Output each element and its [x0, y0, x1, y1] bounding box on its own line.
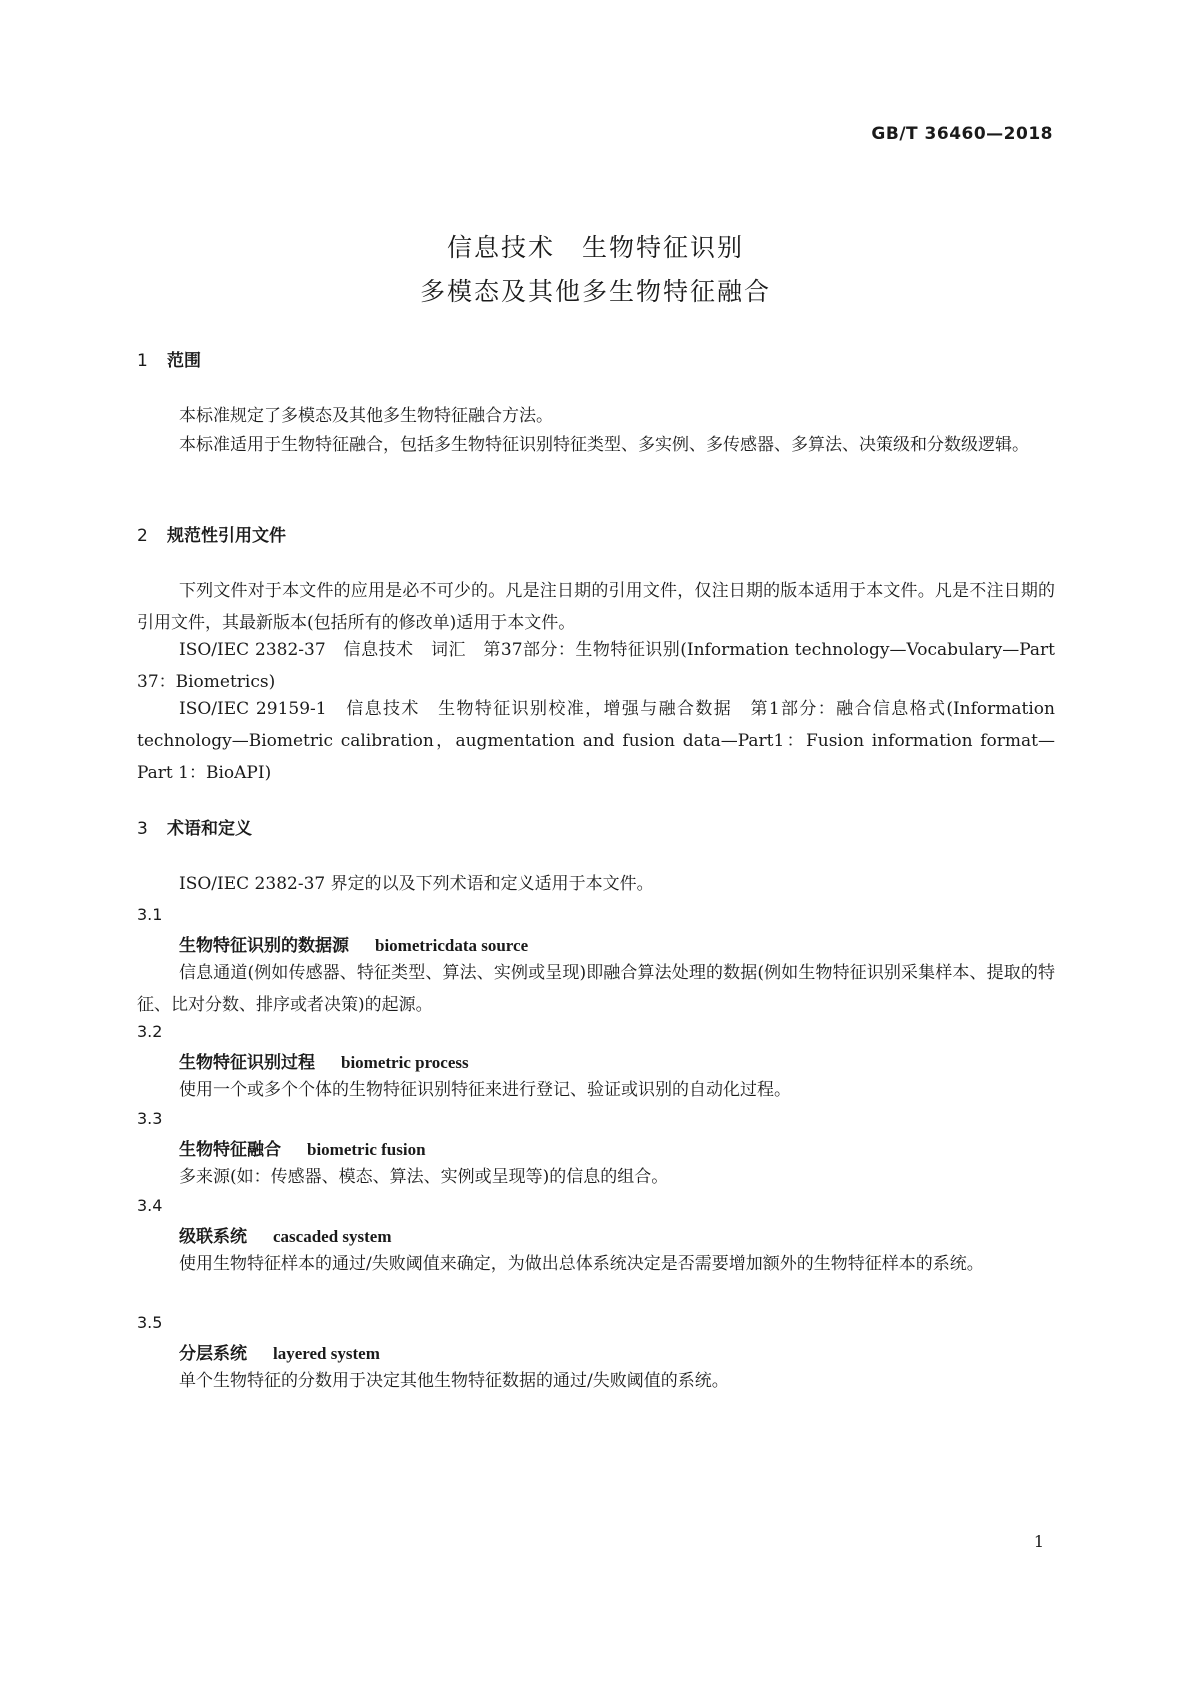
term-zh: 生物特征识别的数据源 [179, 936, 349, 956]
section-number: 1 [137, 351, 148, 371]
term-zh: 分层系统 [179, 1344, 247, 1364]
term-number: 3.2 [137, 1022, 163, 1041]
paragraph: 本标准适用于生物特征融合，包括多生物特征识别特征类型、多实例、多传感器、多算法、决策级和分数级逻辑。 [179, 435, 1029, 455]
paragraph: 下列文件对于本文件的应用是必不可少的。凡是注日期的引用文件，仅注日期的版本适用于本文件。凡是不注日期的引用文件，其最新版本(包括所有的修改单)适用于本文件。 [137, 581, 1055, 633]
standard-code: GB/T 36460—2018 [871, 124, 1053, 144]
section-number: 3 [137, 819, 148, 839]
term-definition: 单个生物特征的分数用于决定其他生物特征数据的通过/失败阈值的系统。 [179, 1371, 729, 1391]
section-number: 2 [137, 526, 148, 546]
reference-entry: ISO/IEC 29159-1 信息技术 生物特征识别校准，增强与融合数据 第1部分：融合信息格式(Information technology—Biometric calibration，augmentation and fusion data—Part1：Fusion information format—Part 1：BioAPI) [137, 699, 1055, 783]
term-en: biometricdata source [375, 936, 529, 955]
title-line-2: 多模态及其他多生物特征融合 [419, 277, 771, 306]
section-3-heading [137, 814, 252, 839]
paragraph: 本标准规定了多模态及其他多生物特征融合方法。 [179, 406, 553, 426]
term-definition: 使用一个或多个个体的生物特征识别特征来进行登记、验证或识别的自动化过程。 [179, 1080, 791, 1100]
term-heading [179, 1339, 380, 1364]
term-zh: 级联系统 [179, 1227, 247, 1247]
paragraph: ISO/IEC 2382-37 界定的以及下列术语和定义适用于本文件。 [179, 874, 654, 894]
term-heading [179, 1222, 392, 1247]
term-number: 3.4 [137, 1196, 163, 1215]
term-definition: 多来源(如：传感器、模态、算法、实例或呈现等)的信息的组合。 [179, 1167, 669, 1187]
section-title: 规范性引用文件 [167, 526, 286, 546]
section-title: 范围 [167, 351, 201, 371]
page-number: 1 [1033, 1532, 1044, 1551]
term-en: biometric process [341, 1053, 469, 1072]
term-heading [179, 931, 528, 956]
term-heading [179, 1048, 469, 1073]
section-title: 术语和定义 [167, 819, 252, 839]
term-en: layered system [273, 1344, 380, 1363]
term-number: 3.3 [137, 1109, 163, 1128]
term-zh: 生物特征融合 [179, 1140, 281, 1160]
term-en: cascaded system [273, 1227, 392, 1246]
reference-entry: ISO/IEC 2382-37 信息技术 词汇 第37部分：生物特征识别(Information technology—Vocabulary—Part 37：Biometrics) [137, 640, 1055, 692]
section-2-heading [137, 521, 286, 546]
term-number: 3.1 [137, 905, 163, 924]
term-zh: 生物特征识别过程 [179, 1053, 315, 1073]
term-definition: 信息通道(例如传感器、特征类型、算法、实例或呈现)即融合算法处理的数据(例如生物特征识别采集样本、提取的特征、比对分数、排序或者决策)的起源。 [137, 963, 1055, 1015]
term-heading [179, 1135, 426, 1160]
title-line-1: 信息技术 生物特征识别 [446, 233, 744, 262]
section-1-heading [137, 346, 201, 371]
term-number: 3.5 [137, 1313, 163, 1332]
term-definition: 使用生物特征样本的通过/失败阈值来确定，为做出总体系统决定是否需要增加额外的生物特征样本的系统。 [179, 1254, 984, 1274]
term-en: biometric fusion [307, 1140, 426, 1159]
